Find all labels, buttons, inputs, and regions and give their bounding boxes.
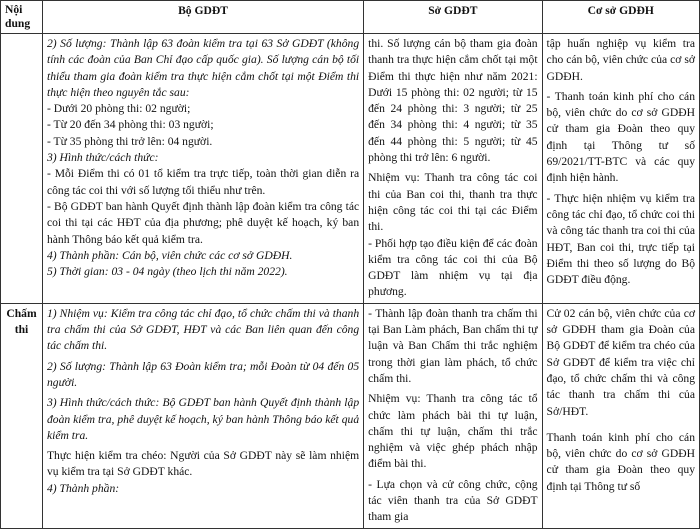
ministry-cell (42, 303, 363, 528)
ministry-cell (42, 34, 363, 304)
paragraph: Cử 02 cán bộ, viên chức của cơ sở GDĐH tham gia Đoàn của Bộ GDĐT để kiểm tra chéo của Sở GDĐT để kiểm tra việc chỉ đạo, tổ chức chấm thi và công tác thanh tra chấm thi của Sở/HĐT. (546, 306, 695, 418)
paragraph: - Dưới 20 phòng thi: 02 người; (46, 102, 191, 116)
paragraph: 5) Thời gian: 03 - 04 ngày (theo lịch thi năm 2022). (46, 265, 288, 279)
paragraph: thi. Số lượng cán bộ tham gia đoàn thanh tra thực hiện cắm chốt tại một Điểm thi thực hiện như năm 2021: Dưới 15 phòng thi: 02 người; từ 15 đến 24 phòng thi: 3 người; từ 25 đến 34 phòng thi: 4 người; từ 35 đến 44 phòng thi: 5 người; từ 45 phòng thi trở lên: 6 người. (368, 37, 538, 165)
paragraph: - Bộ GDĐT ban hành Quyết định thành lập đoàn kiểm tra công tác coi thi tại các HĐT của địa phương; phê duyệt kế hoạch, ký ban hành Thông báo kết quả kiểm tra. (46, 199, 360, 246)
paragraph: Nhiệm vụ: Thanh tra công tác tổ chức làm phách bài thi tự luận, chấm thi tự luận, chấm thi trắc nghiệm và việc ghép phách nhập điểm bài thi. (368, 392, 538, 471)
paragraph: - Từ 35 phòng thi trở lên: 04 người. (46, 134, 213, 148)
row-label (1, 34, 43, 304)
row-label: Chấm thi (1, 303, 43, 528)
paragraph: 4) Thành phần: (46, 481, 120, 495)
paragraph: Thanh toán kinh phí cho cán bộ, viên chức do cơ sở GDĐH cử tham gia Đoàn theo quy định tại Thông tư số (546, 430, 695, 493)
paragraph: - Từ 20 đến 34 phòng thi: 03 người; (46, 118, 214, 132)
paragraph: - Lựa chọn và cử công chức, cộng tác viên thanh tra của Sở GDĐT tham gia (368, 477, 538, 524)
paragraph: - Thành lập đoàn thanh tra chấm thi tại Ban Làm phách, Ban chấm thi tự luận và Ban Chấm thi trắc nghiệm trong thời gian làm phách, tổ chức chấm thi. (368, 306, 538, 385)
paragraph: 2) Số lượng: Thành lập 63 Đoàn kiểm tra; mỗi Đoàn từ 04 đến 05 người. (46, 359, 360, 389)
paragraph: 2) Số lượng: Thành lập 63 đoàn kiểm tra tại 63 Sở GDĐT (không tính các đoàn của Ban Chỉ đạo cấp quốc gia). Số lượng cán bộ tối thiểu tham gia đoàn kiểm tra thực hiện cắm chốt tại một Điểm thi thực hiện theo nguyên tắc sau: (46, 37, 360, 99)
paragraph: 3) Hình thức/cách thức: Bộ GDĐT ban hành Quyết định thành lập đoàn kiểm tra, phê duyệt kế hoạch, ký ban hành Thông báo kết quả kiểm tra. (46, 396, 360, 442)
header-university: Cơ sở GDĐH (542, 1, 699, 34)
paragraph: - Thực hiện nhiệm vụ kiểm tra công tác chỉ đạo, tổ chức coi thi và công tác thanh tra coi thi của HĐT, Ban coi thi, trực tiếp tại Điểm thi theo số lượng do Bộ GDĐT điều động. (546, 191, 695, 287)
header-department: Sở GDĐT (364, 1, 542, 34)
paragraph: Thực hiện kiểm tra chéo: Người của Sở GDĐT này sẽ làm nhiệm vụ kiểm tra tại Sở GDĐT khác. (46, 449, 360, 479)
paragraph: - Thanh toán kinh phí cho cán bộ, viên chức do cơ sở GDĐH cử tham gia Đoàn theo quy định tại Thông tư số 69/2021/TT-BTC và các quy định hiện hành. (546, 89, 695, 185)
table-row (1, 303, 700, 528)
department-cell (364, 303, 542, 528)
paragraph: 1) Nhiệm vụ: Kiểm tra công tác chỉ đạo, tổ chức chấm thi và thanh tra chấm thi của Sở GDĐT, HĐT và các Ban liên quan đến công tác chấm thi. (46, 306, 360, 353)
paragraph: - Mỗi Điểm thi có 01 tổ kiểm tra trực tiếp, toàn thời gian diễn ra công tác coi thi với số lượng tối thiểu như trên. (46, 167, 360, 197)
header-row (1, 1, 700, 34)
paragraph: - Phối hợp tạo điều kiện để các đoàn kiểm tra công tác coi thi của Bộ GDĐT làm nhiệm vụ tại địa phương. (368, 236, 538, 299)
paragraph: tập huấn nghiệp vụ kiểm tra cho cán bộ, viên chức của cơ sở GDĐH. (546, 37, 695, 83)
paragraph: 3) Hình thức/cách thức: (46, 151, 159, 165)
department-cell (364, 34, 542, 304)
paragraph: Nhiệm vụ: Thanh tra công tác coi thi của Ban coi thi, thanh tra thực hiện công tác coi thi tại các Điểm thi. (368, 171, 538, 234)
university-cell (542, 34, 699, 304)
university-cell (542, 303, 699, 528)
paragraph: 4) Thành phần: Cán bộ, viên chức các cơ sở GDĐH. (46, 248, 293, 262)
header-ministry: Bộ GDĐT (42, 1, 363, 34)
table-row (1, 34, 700, 304)
header-content: Nội dung (1, 1, 43, 34)
